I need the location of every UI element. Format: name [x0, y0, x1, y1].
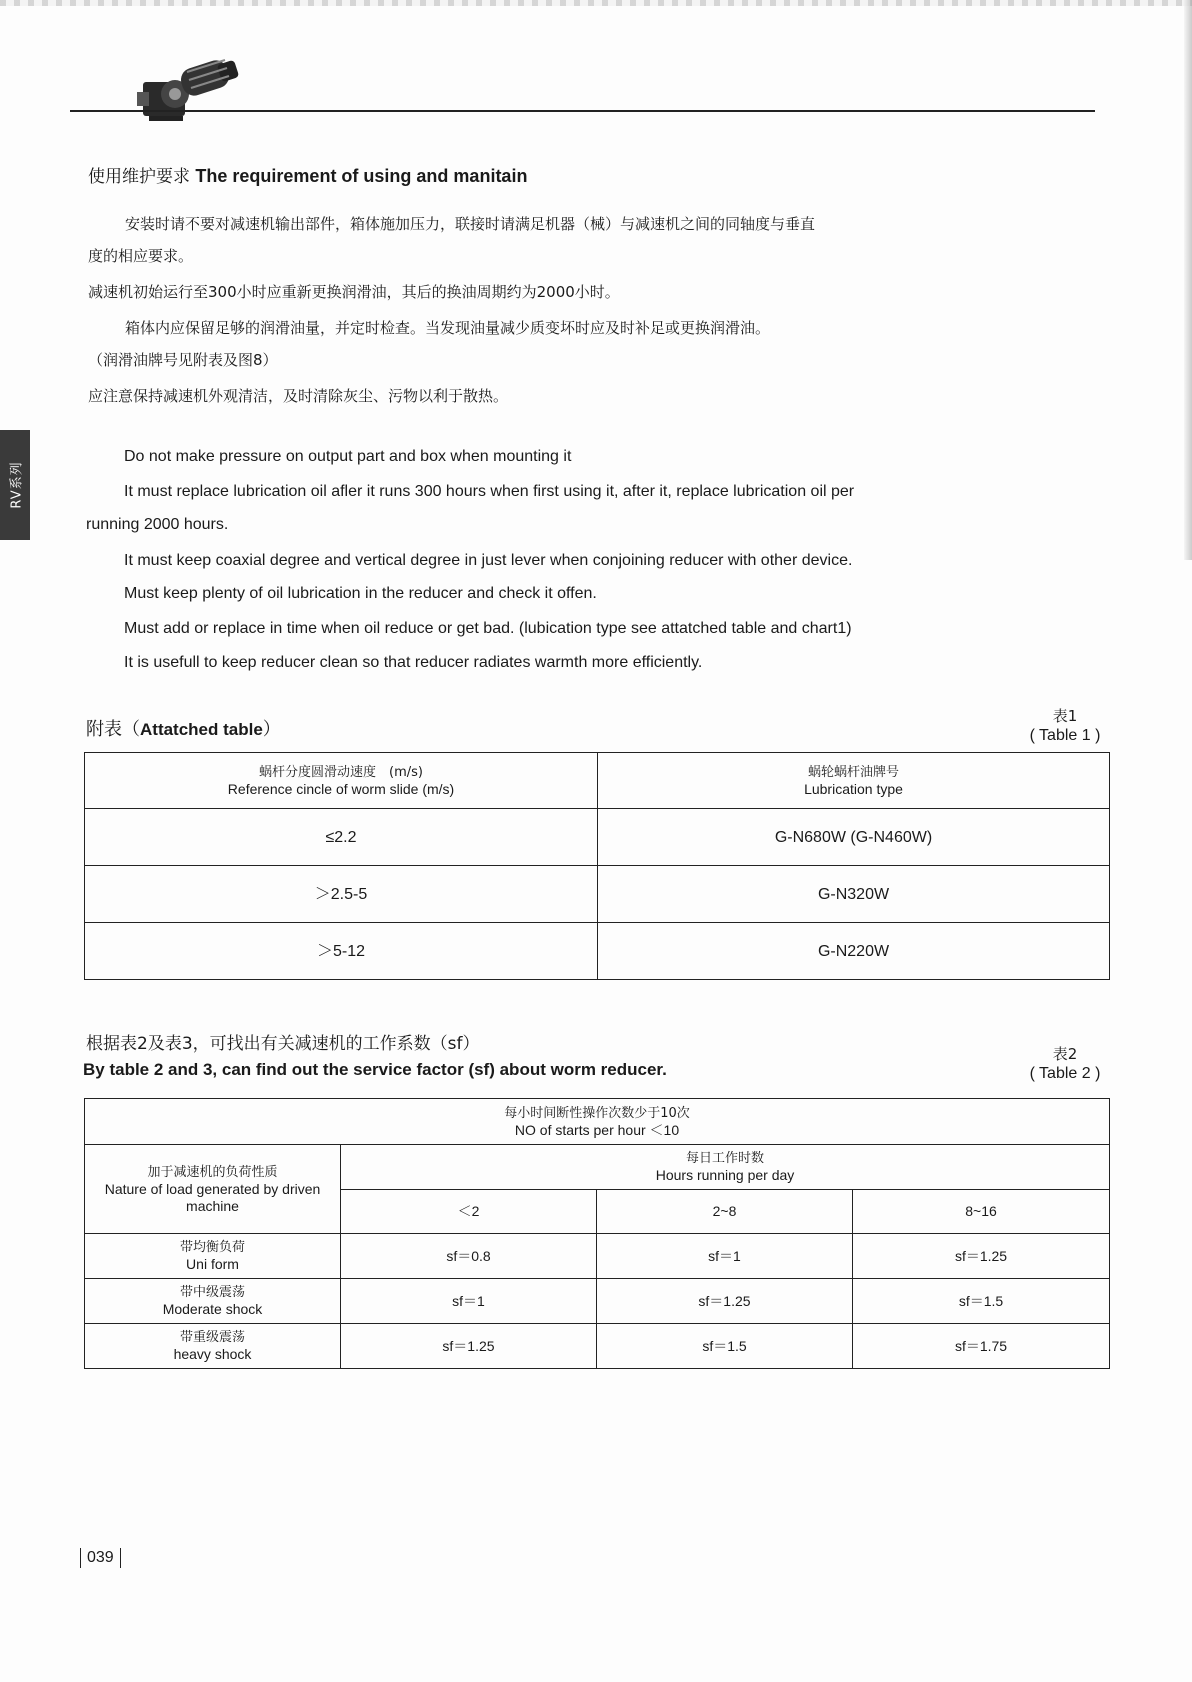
zh-paragraph: 应注意保持减速机外观清洁，及时清除灰尘、污物以利于散热。: [88, 387, 509, 405]
scan-top-edge: [0, 0, 1192, 6]
table1-ref-en: ( Table 1 ): [1029, 727, 1101, 744]
table2-intro-zh: 根据表2及表3，可找出有关减速机的工作系数（sf）: [86, 1034, 480, 1054]
table-cell: G-N680W (G-N460W): [598, 809, 1110, 866]
table1-title: [86, 718, 281, 742]
sf-cell: sf＝1.25: [341, 1324, 597, 1369]
sf-cell: sf＝1.5: [597, 1324, 853, 1369]
table1-ref-zh: 表1: [1052, 707, 1078, 725]
table-row: [85, 866, 1110, 923]
sf-cell: sf＝1.25: [597, 1279, 853, 1324]
zh-paragraph: 度的相应要求。: [88, 247, 194, 265]
load-type-cell: 带均衡负荷 Uni form: [85, 1234, 341, 1279]
section-title-en: The requirement of using and manitain: [195, 166, 528, 186]
series-side-tab-label: RV系列: [9, 461, 25, 509]
load-type-cell: 带重级震荡 heavy shock: [85, 1324, 341, 1369]
section-title-zh: 使用维护要求: [88, 167, 190, 187]
table2-ref-en: ( Table 2 ): [1029, 1065, 1101, 1082]
en-paragraph: It is usefull to keep reducer clean so that reducer radiates warmth more efficiently.: [124, 654, 703, 671]
table-row: [85, 923, 1110, 980]
zh-paragraph: 减速机初始运行至300小时应重新更换润滑油，其后的换油周期约为2000小时。: [88, 283, 620, 301]
hours-cell: ＜2: [341, 1190, 597, 1234]
en-paragraph: It must keep coaxial degree and vertical degree in just lever when conjoining reducer with other device.: [124, 552, 853, 569]
table-cell: G-N220W: [598, 923, 1110, 980]
hours-cell: 2~8: [597, 1190, 853, 1234]
page-number-text: 039: [87, 1549, 114, 1567]
table1-title-zh: 附表（: [86, 719, 140, 740]
load-type-cell: 带中级震荡 Moderate shock: [85, 1279, 341, 1324]
en-paragraph: Must keep plenty of oil lubrication in the reducer and check it offen.: [124, 585, 597, 602]
table-header-row: [85, 1145, 1110, 1190]
lubrication-table: [84, 752, 1110, 980]
en-paragraph: Must add or replace in time when oil reduce or get bad. (lubication type see attatched table and chart1): [124, 620, 852, 637]
sf-cell: sf＝1: [597, 1234, 853, 1279]
en-paragraph: It must replace lubrication oil afler it runs 300 hours when first using it, after it, replace lubrication oil per: [124, 483, 855, 500]
en-paragraph: Do not make pressure on output part and box when mounting it: [124, 448, 572, 465]
service-factor-table: [84, 1098, 1110, 1369]
zh-paragraph: 安装时请不要对减速机输出部件，箱体施加压力，联接时请满足机器（械）与减速机之间的同轴度与垂直: [125, 215, 816, 233]
load-nature-header: 加于减速机的负荷性质 Nature of load generated by driven machine: [85, 1145, 341, 1234]
table1-ref: [1020, 707, 1110, 745]
gear-reducer-logo: [135, 52, 245, 124]
series-side-tab: [0, 430, 30, 540]
table-row: [85, 1234, 1110, 1279]
page-number-bar-right: [120, 1548, 121, 1568]
table2-ref-zh: 表2: [1052, 1045, 1078, 1063]
table2-intro-en: By table 2 and 3, can find out the service factor (sf) about worm reducer.: [83, 1060, 667, 1079]
table1-title-close: ）: [262, 719, 281, 740]
sf-cell: sf＝1.25: [853, 1234, 1110, 1279]
scan-right-edge: [1184, 0, 1192, 560]
table-row: [85, 1324, 1110, 1369]
table-header-row: [85, 753, 1110, 809]
sf-cell: sf＝1: [341, 1279, 597, 1324]
sf-cell: sf＝1.75: [853, 1324, 1110, 1369]
starts-per-hour-header: 每小时间断性操作次数少于10次 NO of starts per hour ＜10: [85, 1099, 1110, 1145]
zh-paragraph: （润滑油牌号见附表及图8）: [88, 351, 278, 369]
table-row: [85, 809, 1110, 866]
sf-cell: sf＝0.8: [341, 1234, 597, 1279]
table-cell: G-N320W: [598, 866, 1110, 923]
sf-cell: sf＝1.5: [853, 1279, 1110, 1324]
en-paragraph: running 2000 hours.: [86, 516, 229, 533]
zh-paragraph: 箱体内应保留足够的润滑油量，并定时检查。当发现油量减少质变坏时应及时补足或更换润滑油。: [125, 319, 771, 337]
header-rule: [70, 110, 1095, 112]
header-cell-lubrication: 蜗轮蜗杆油牌号 Lubrication type: [598, 753, 1110, 809]
page-number: [74, 1548, 127, 1568]
table-cell: ＞5-12: [85, 923, 598, 980]
section-title: [88, 166, 527, 187]
table-top-header-row: [85, 1099, 1110, 1145]
table-cell: ＞2.5-5: [85, 866, 598, 923]
page-number-bar-left: [80, 1548, 81, 1568]
table1-title-en: Attatched table: [140, 720, 263, 739]
table-cell: ≤2.2: [85, 809, 598, 866]
table-row: [85, 1279, 1110, 1324]
hours-cell: 8~16: [853, 1190, 1110, 1234]
hours-per-day-header: 每日工作时数 Hours running per day: [341, 1145, 1110, 1190]
header-cell-speed: 蜗杆分度圆滑动速度 (m/s) Reference cincle of worm slide (m/s): [85, 753, 598, 809]
table2-ref: [1020, 1045, 1110, 1083]
